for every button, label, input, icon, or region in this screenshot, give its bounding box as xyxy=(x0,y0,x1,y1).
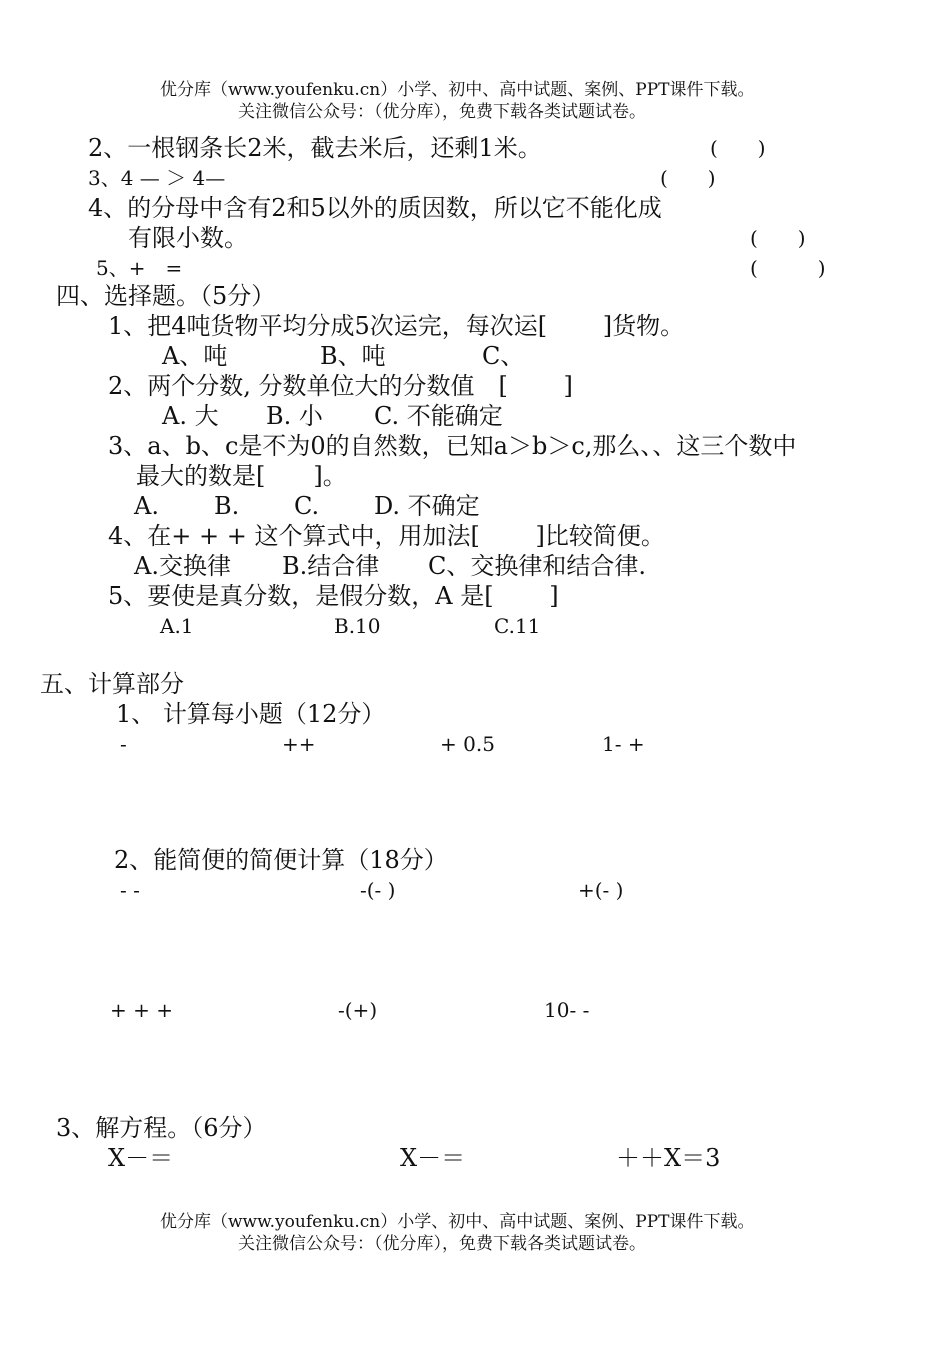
header-line-1: 优分库（www.youfenku.cn）小学、初中、高中试题、案例、PPT课件下载。 xyxy=(160,80,755,100)
choice-q3-option-a: A. xyxy=(134,492,159,520)
calc-part-2-row-1-item-3: +(- ) xyxy=(578,878,624,902)
choice-question-3-line-2: 最大的数是[ ]。 xyxy=(136,462,347,490)
choice-q4-option-b: B.结合律 xyxy=(282,552,380,580)
choice-question-2: 2、两个分数, 分数单位大的分数值 [ ] xyxy=(108,372,573,400)
calc-part-1-item-2: ++ xyxy=(282,732,316,756)
judge-answer-paren-3: ( ) xyxy=(660,166,716,190)
choice-q3-option-d: D. 不确定 xyxy=(374,492,480,520)
choice-q1-option-a: A、吨 xyxy=(162,342,228,370)
choice-q1-option-b: B、吨 xyxy=(320,342,386,370)
judge-question-4-line-2: 有限小数。 xyxy=(128,224,248,252)
footer-line-1: 优分库（www.youfenku.cn）小学、初中、高中试题、案例、PPT课件下载。 xyxy=(160,1212,755,1232)
choice-question-1: 1、把4吨货物平均分成5次运完，每次运[ ]货物。 xyxy=(108,312,685,340)
calc-part-2-row-1-item-2: -(- ) xyxy=(360,878,396,902)
calc-section-title: 五、计算部分 xyxy=(40,670,184,698)
choice-q1-option-c: C、 xyxy=(482,342,525,370)
judge-question-3: 3、4 — ＞ 4— xyxy=(88,166,226,190)
judge-answer-paren-5: ( ) xyxy=(750,256,826,280)
choice-q2-option-a: A. 大 xyxy=(162,402,219,430)
calc-part-2-row-2-item-1: + + + xyxy=(110,998,173,1022)
header-line-2: 关注微信公众号：（优分库），免费下载各类试题试卷。 xyxy=(238,102,646,122)
choice-q2-option-b: B. 小 xyxy=(266,402,323,430)
equation-2: X－＝ xyxy=(400,1144,466,1172)
judge-answer-paren-4: ( ) xyxy=(750,226,806,250)
judge-answer-paren-2: ( ) xyxy=(710,136,766,160)
choice-q5-option-c: C.11 xyxy=(494,614,541,638)
choice-q2-option-c: C. 不能确定 xyxy=(374,402,503,430)
calc-part-2-row-2-item-2: -(+) xyxy=(338,998,378,1022)
judge-question-4-line-1: 4、的分母中含有2和5以外的质因数，所以它不能化成 xyxy=(88,194,662,222)
calc-part-2-row-1-item-1: - - xyxy=(120,878,140,902)
judge-question-5: 5、+ = xyxy=(96,256,183,280)
choice-question-3-line-1: 3、a、b、c是不为0的自然数，已知a＞b＞c,那么、、这三个数中 xyxy=(108,432,797,460)
footer-line-2: 关注微信公众号：（优分库），免费下载各类试题试卷。 xyxy=(238,1234,646,1254)
calc-part-1-item-1: - xyxy=(120,732,127,756)
choice-q3-option-b: B. xyxy=(214,492,240,520)
choice-section-title: 四、选择题。（5分） xyxy=(56,282,276,310)
choice-question-4: 4、在+ + + 这个算式中，用加法[ ]比较简便。 xyxy=(108,522,665,550)
equation-3: ＋＋X＝3 xyxy=(616,1144,721,1172)
calc-part-2-row-2-item-3: 10- - xyxy=(544,998,590,1022)
calc-part-1-item-4: 1- + xyxy=(602,732,645,756)
choice-q4-option-c: C、交换律和结合律. xyxy=(428,552,646,580)
choice-q5-option-b: B.10 xyxy=(334,614,381,638)
choice-q3-option-c: C. xyxy=(294,492,320,520)
choice-question-5: 5、要使是真分数，是假分数，A 是[ ] xyxy=(108,582,559,610)
choice-q4-option-a: A.交换律 xyxy=(134,552,231,580)
calc-part-2-title: 2、能简便的简便计算（18分） xyxy=(114,846,448,874)
calc-part-3-title: 3、解方程。（6分） xyxy=(56,1114,267,1142)
calc-part-1-item-3: + 0.5 xyxy=(440,732,495,756)
equation-1: X－＝ xyxy=(108,1144,174,1172)
judge-question-2: 2、一根钢条长2米，截去米后，还剩1米。 xyxy=(88,134,542,162)
calc-part-1-title: 1、 计算每小题（12分） xyxy=(116,700,386,728)
choice-q5-option-a: A.1 xyxy=(160,614,194,638)
